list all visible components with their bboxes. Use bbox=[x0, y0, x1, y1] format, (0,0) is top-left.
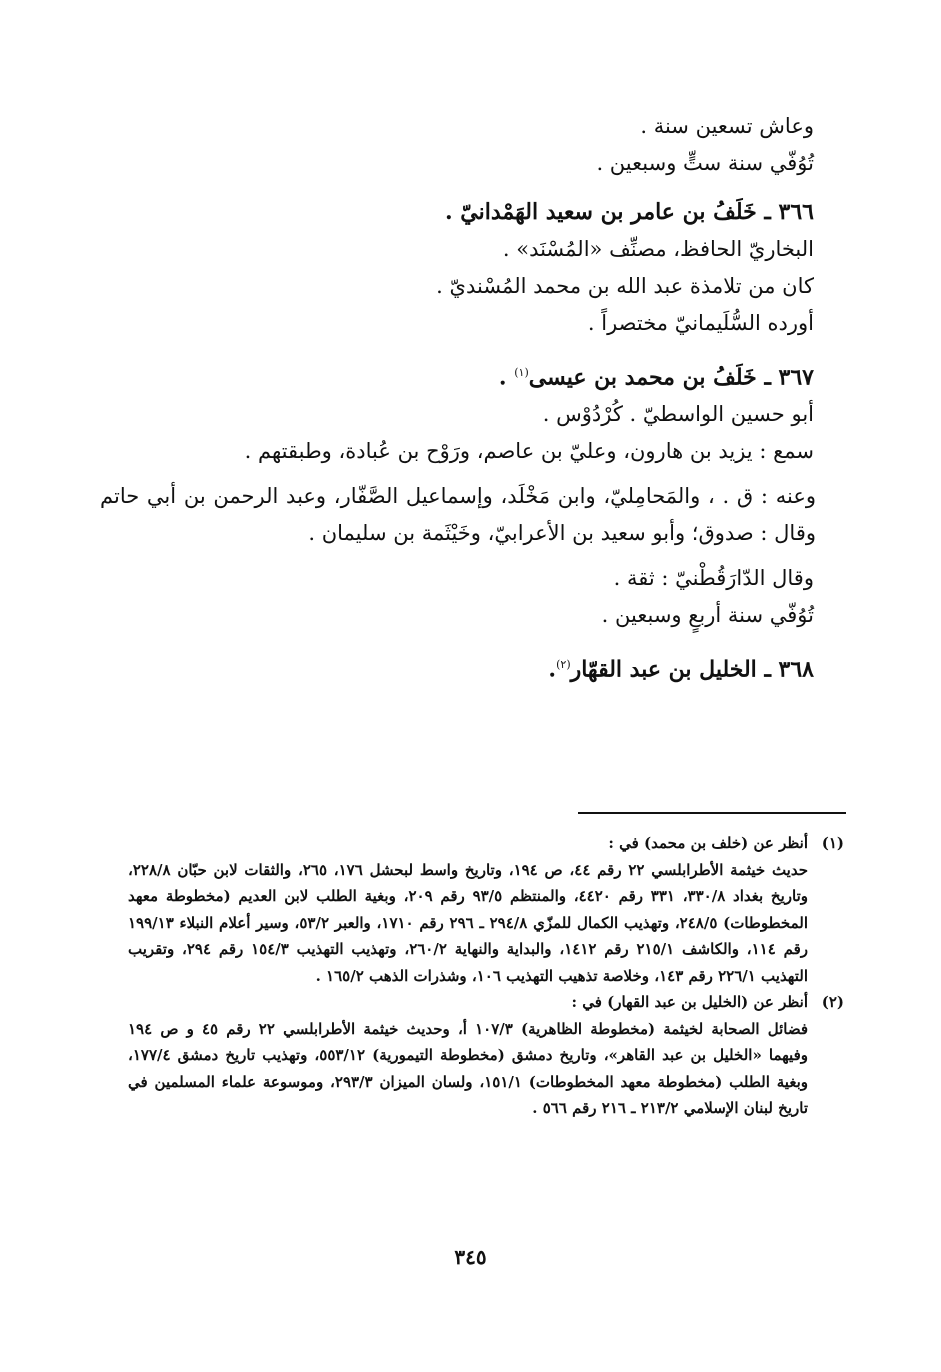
main-text bbox=[100, 108, 816, 689]
footnote-reference: (٢) bbox=[556, 658, 571, 672]
entry-heading-end: . bbox=[548, 656, 557, 683]
footnote-body: حديث خيثمة الأطرابلسي ٢٢ رقم ٤٤، ص ١٩٤، وتاريخ واسط لبحشل ١٧٦، ٢٦٥، والثقات لابن حبّان ٢٢٨/٨، وتاريخ بغداد ٣٣٠/٨، ٣٣١ رقم ٤٤٢٠، والمنتظم ٩٣/٥ رقم ٢٠٩، وبغية الطلب لابن العديم (مخطوطة معهد المخطوطات) ٢٤٨/٥، وتهذيب الكمال للمزّي ٢٩٤/٨ ـ ٢٩٦ رقم ١٧١٠، والعبر ٥٣/٢، وسير أعلام النبلاء ١٩٩/١٣ رقم ١١٤، والكاشف ٢١٥/١ رقم ١٤١٢، والبداية والنهاية ٢٦٠/٢، وتهذيب التهذيب ١٥٤/٣ رقم ٢٩٤، وتقريب التهذيب ٢٢٦/١ رقم ١٤٣، وخلاصة تذهيب التهذيب ١٠٦، وشذرات الذهب ١٦٥/٢ . bbox=[128, 860, 809, 985]
footnote-number: (١) bbox=[821, 834, 844, 852]
entry-heading-text: ٣٦٧ ـ خَلَفُ بن محمد بن عيسى bbox=[528, 364, 814, 391]
text-line: البخاريّ الحافظ، مصنِّف «المُسْنَد» . bbox=[502, 237, 814, 261]
footnote-2 bbox=[128, 989, 844, 1122]
text-line: وقال الدّارَقُطْنيّ : ثقة . bbox=[613, 566, 814, 591]
footnote-reference: (١) bbox=[514, 366, 529, 379]
entry-heading-366: ٣٦٦ ـ خَلَفُ بن عامر بن سعيد الهَمْدانيّ . bbox=[444, 199, 814, 225]
text-line: كان من تلامذة عبد الله بن محمد المُسْنديّ . bbox=[436, 274, 814, 298]
footnote-body: فضائل الصحابة لخيثمة (مخطوطة الظاهرية) ١٠٧/٣ أ، وحديث خيثمة الأطرابلسي ٢٢ رقم ٤٥ و ص ١٩٤ وفيهما «الخليل بن عبد القاهر»، وتاريخ دمشق (مخطوطة التيمورية) ٥٥٣/١٢، وتهذيب تاريخ دمشق ١٧٧/٤، وبغية الطلب (مخطوطة معهد المخطوطات) ١٥١/١، ولسان الميزان ٢٩٣/٣، وموسوعة علماء المسلمين في تاريخ لبنان الإسلامي ٢١٣/٢ ـ ٢١٦ رقم ٥٦٦ . bbox=[128, 1019, 809, 1117]
text-line: أورده السُّلَيمانيّ مختصراً . bbox=[587, 311, 814, 335]
page-number: ٣٤٥ bbox=[454, 1245, 487, 1269]
text-line: تُوُفّي سنة ستٍّ وسبعين . bbox=[596, 151, 814, 175]
entry-heading-end: . bbox=[498, 364, 515, 391]
footnote-1 bbox=[128, 830, 844, 989]
entry-heading-367 bbox=[128, 354, 814, 396]
footnote-heading: أنظر عن (الخليل بن عبد القهار) في : bbox=[571, 993, 808, 1011]
entry-heading-text: ٣٦٨ ـ الخليل بن عبد القهّار bbox=[570, 656, 814, 683]
text-line: سمع : يزيد بن هارون، وعليّ بن عاصم، ورَوْح بن عُبادة، وطبقتهم . bbox=[244, 439, 814, 464]
entry-heading-368 bbox=[128, 646, 814, 688]
text-paragraph: وعنه : ق . ، والمَحامِليّ، وابن مَخْلَد، وإسماعيل الصَّفّار، وعبد الرحمن بن أبي حاتم وقال : صدوق؛ وأبو سعيد بن الأعرابيّ، وخَيْثَمة بن سليمان . bbox=[100, 484, 816, 546]
text-line: أبو حسين الواسطيّ . كُرْدُوْس . bbox=[542, 402, 814, 427]
text-line: وعاش تسعين سنة . bbox=[640, 114, 814, 138]
footnote-number: (٢) bbox=[821, 993, 844, 1011]
text-line: تُوُفّي سنة أربعٍ وسبعين . bbox=[601, 603, 814, 628]
footnotes bbox=[128, 830, 844, 1122]
footnote-divider bbox=[578, 812, 846, 814]
footnote-heading: أنظر عن (خلف بن محمد) في : bbox=[608, 834, 808, 852]
